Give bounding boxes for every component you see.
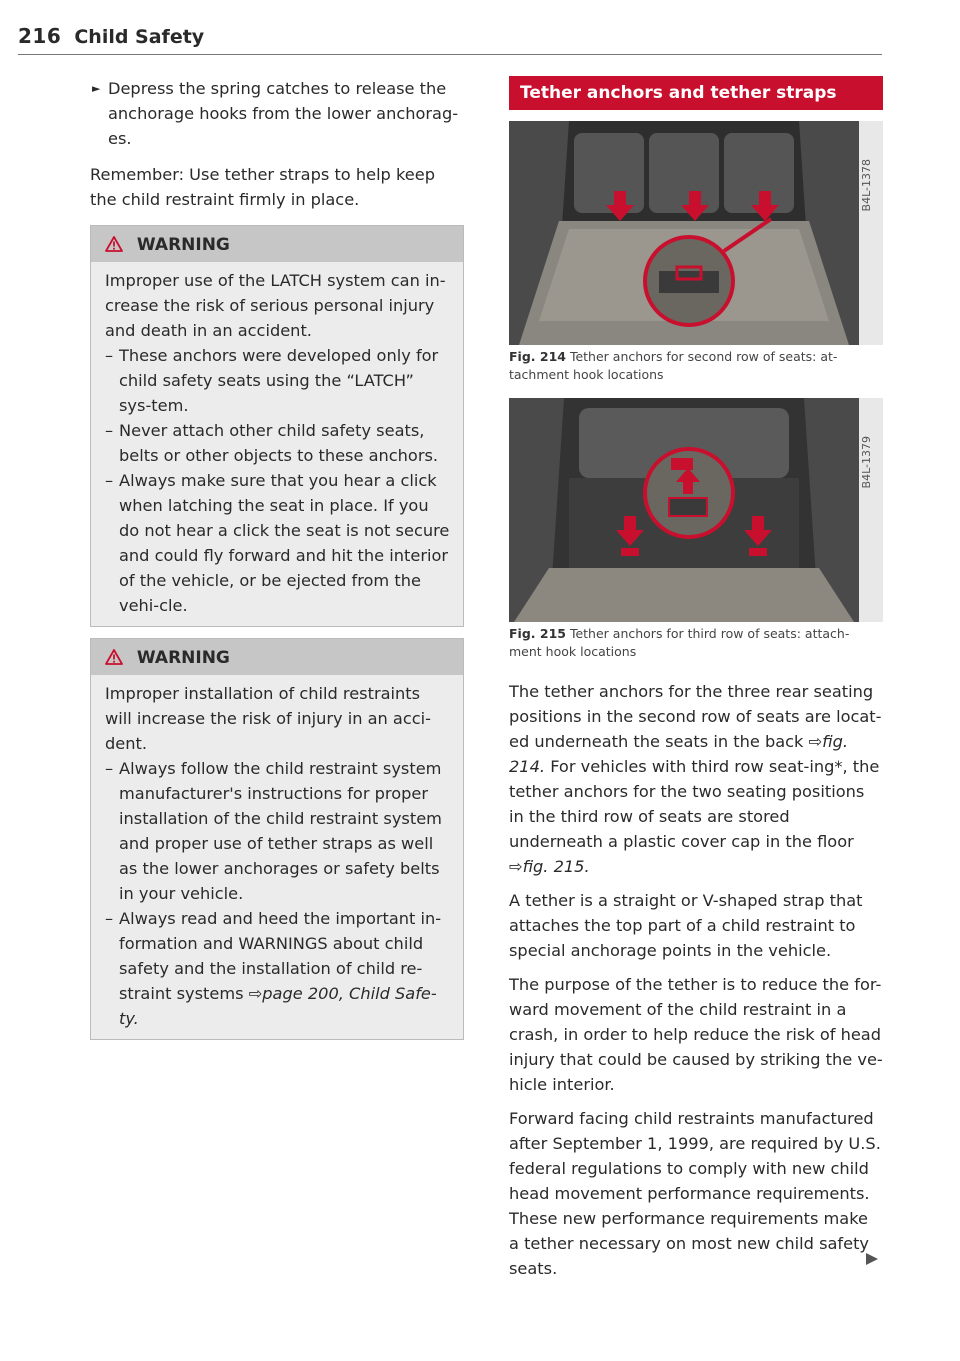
warning-item-text: Always read and heed the important in-formation and WARNINGS about child safety and the installation of child re-straint systems: [119, 909, 442, 1003]
warning-triangle-icon: [105, 641, 123, 679]
warning-intro: Improper installation of child restraints will increase the risk of injury in an acci-dent.: [105, 684, 431, 753]
page-reference-link[interactable]: ⇨page 200, Child Safe-ty.: [119, 984, 437, 1028]
warning-item: – Always read and heed the important in-formation and WARNINGS about child safety and the installation of child re-straint systems ⇨page 200, Child Safe-ty.: [105, 909, 442, 1028]
warning-item-text: Never attach other child safety seats, belts or other objects to these anchors.: [119, 421, 439, 465]
body-paragraph: The purpose of the tether is to reduce the for-ward movement of the child restraint in a crash, in order to help reduce the risk of head injury that could be caused by striking the ve-hicle interior.: [509, 975, 883, 1094]
right-column: [509, 76, 883, 1281]
warning-item-text: Always follow the child restraint system manufacturer's instructions for proper installation of the child restraint system and proper use of tether straps as well as the lower anchorages or safety belts in your vehicle.: [119, 759, 442, 903]
section-title: Child Safety: [74, 26, 205, 48]
figure-label: Fig. 215: [509, 626, 566, 641]
left-column: [90, 76, 464, 1040]
body-text: For vehicles with third row seat-ing*, the tether anchors for the two seating positions in the third row of seats are stored underneath a plastic cover cap in the floor: [509, 757, 880, 851]
warning-box: [90, 225, 464, 627]
figure-215-image: [509, 398, 883, 622]
warning-title: WARNING: [136, 235, 230, 255]
step-text: Depress the spring catches to release the anchorage hooks from the lower anchorag-es.: [108, 79, 459, 148]
warning-item: – Always follow the child restraint system manufacturer's instructions for proper installation of the child restraint system and proper use of tether straps as well as the lower anchorages or safety belts in your vehicle.: [105, 759, 442, 903]
continue-arrow-icon: [864, 1251, 880, 1270]
figure-caption-text: Tether anchors for second row of seats: at-tachment hook locations: [509, 349, 838, 382]
warning-item-text: These anchors were developed only for child safety seats using the “LATCH” sys-tem.: [119, 346, 439, 415]
figure-caption-text: Tether anchors for third row of seats: attach-ment hook locations: [509, 626, 850, 659]
warning-body: [91, 675, 463, 1039]
warning-intro: Improper use of the LATCH system can in-crease the risk of serious personal injury and death in an accident.: [105, 271, 446, 340]
figure-reference-link[interactable]: ⇨fig. 215.: [509, 857, 590, 876]
warning-item: – Never attach other child safety seats, belts or other objects to these anchors.: [105, 421, 439, 465]
remember-text: Remember: Use tether straps to help keep the child restraint firmly in place.: [90, 165, 435, 209]
warning-item-text: Always make sure that you hear a click when latching the seat in place. If you do not hear a click the seat is not secure and could fly forward and hit the interior of the vehicle, or be ejected from the vehi-cle.: [119, 471, 450, 615]
third-row-illustration: [509, 398, 883, 622]
cargo-area-illustration: [509, 121, 883, 345]
figure-214-image: [509, 121, 883, 345]
warning-title: WARNING: [136, 648, 230, 668]
body-text: The tether anchors for the three rear seating positions in the second row of seats are locat-ed underneath the seats in the back: [509, 682, 882, 751]
instruction-step: [90, 76, 464, 151]
warning-body: [91, 262, 463, 626]
step-arrow-icon: ►: [92, 82, 101, 95]
page-number: 216: [18, 24, 62, 48]
body-paragraph: A tether is a straight or V-shaped strap that attaches the top part of a child restraint to special anchorage points in the vehicle.: [509, 891, 863, 960]
figure-code: B4L-1379: [860, 436, 873, 489]
warning-item: – Always make sure that you hear a click when latching the seat in place. If you do not hear a click the seat is not secure and could fly forward and hit the interior of the vehicle, or be ejected from the vehi-cle.: [105, 471, 450, 615]
warning-header: [91, 226, 463, 262]
figure-code: B4L-1378: [860, 159, 873, 212]
page-header: [18, 24, 882, 55]
figure-caption: [509, 348, 883, 384]
section-heading: Tether anchors and tether straps: [509, 76, 883, 110]
warning-triangle-icon: [105, 228, 123, 266]
body-paragraph: [509, 679, 883, 879]
figure-reference-link[interactable]: ⇨fig. 214.: [509, 732, 849, 776]
warning-header: [91, 639, 463, 675]
figure-label: Fig. 214: [509, 349, 566, 364]
figure-caption: [509, 625, 883, 661]
body-paragraph: Forward facing child restraints manufactured after September 1, 1999, are required by U.S. federal regulations to comply with new child head movement performance requirements. These new performance requirements make a tether necessary on most new child safety seats.: [509, 1109, 881, 1278]
warning-item: – These anchors were developed only for child safety seats using the “LATCH” sys-tem.: [105, 346, 439, 415]
warning-box: [90, 638, 464, 1040]
